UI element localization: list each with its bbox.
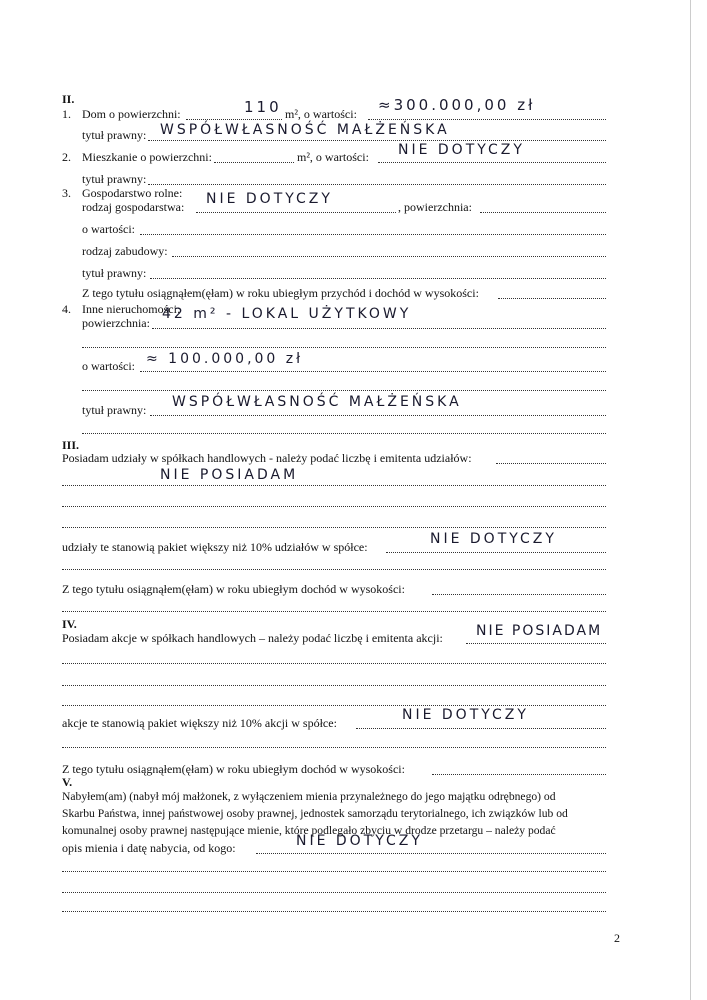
house-value-label: m², o wartości: xyxy=(285,107,357,121)
stocks-packet-dots-2 xyxy=(62,746,606,748)
farm-area-label: , powierzchnia: xyxy=(398,200,472,214)
scan-edge-mark xyxy=(690,0,691,1000)
item-2-number: 2. xyxy=(62,150,71,164)
house-area-label: Dom o powierzchni: xyxy=(82,107,181,121)
other-property-label: Inne nieruchomości: xyxy=(82,302,181,316)
section-3-heading: III. xyxy=(62,438,80,452)
farm-type-value: NIE DOTYCZY xyxy=(206,191,333,207)
shares-packet-value: NIE DOTYCZY xyxy=(430,531,557,547)
flat-title-label: tytuł prawny: xyxy=(82,172,147,186)
shares-dots-3 xyxy=(62,505,606,507)
stocks-dots-2 xyxy=(62,662,606,664)
house-title-value: WSPÓŁWŁASNOŚĆ MAŁŻEŃSKA xyxy=(160,122,450,138)
flat-area-dots xyxy=(214,161,294,163)
stocks-packet-dots xyxy=(356,727,606,729)
other-value: ≈ 100.000,00 zł xyxy=(146,351,304,367)
flat-area-label: Mieszkanie o powierzchni: xyxy=(82,150,212,164)
item-3-number: 3. xyxy=(62,186,71,200)
other-title-label: tytuł prawny: xyxy=(82,403,147,417)
stocks-packet-label: akcje te stanowią pakiet większy niż 10% akcji w spółce: xyxy=(62,716,337,730)
section-2-heading: II. xyxy=(62,92,75,106)
section-5-heading: V. xyxy=(62,775,73,789)
farm-income-label: Z tego tytułu osiągnąłem(ęłam) w roku ubiegłym przychód i dochód w wysokości: xyxy=(82,286,479,300)
shares-income-label: Z tego tytułu osiągnąłem(ęłam) w roku ubiegłym dochód w wysokości: xyxy=(62,582,405,596)
other-value-label: o wartości: xyxy=(82,359,135,373)
acquisition-line-1: Nabyłem(am) (nabył mój małżonek, z wyłączeniem mienia przynależnego do jego majątku odrębnego) od xyxy=(62,790,556,803)
acquisition-dots-2 xyxy=(62,870,606,872)
acquisition-answer: NIE DOTYCZY xyxy=(296,833,423,849)
shares-dots xyxy=(496,462,606,464)
shares-dots-2 xyxy=(62,484,606,486)
farm-area-dots xyxy=(480,211,606,213)
shares-packet-dots-2 xyxy=(62,568,606,570)
shares-income-dots-2 xyxy=(62,610,606,612)
shares-income-dots xyxy=(432,593,606,595)
farm-buildings-label: rodzaj zabudowy: xyxy=(82,244,168,258)
other-area-label: powierzchnia: xyxy=(82,316,150,330)
acquisition-dots xyxy=(256,852,606,854)
flat-title-dots xyxy=(148,183,606,185)
farm-income-dots xyxy=(498,297,606,299)
farm-type-dots xyxy=(196,211,396,213)
house-title-label: tytuł prawny: xyxy=(82,128,147,142)
shares-packet-dots xyxy=(386,551,606,553)
other-title-dots-2 xyxy=(82,432,606,434)
stocks-value: NIE POSIADAM xyxy=(476,623,603,639)
farm-label: Gospodarstwo rolne: xyxy=(82,186,183,200)
stocks-dots-3 xyxy=(62,684,606,686)
stocks-packet-value: NIE DOTYCZY xyxy=(402,707,529,723)
farm-value-dots xyxy=(140,233,606,235)
page-number: 2 xyxy=(614,931,620,945)
other-title-value: WSPÓŁWŁASNOŚĆ MAŁŻEŃSKA xyxy=(172,394,462,410)
stocks-income-dots xyxy=(432,773,606,775)
house-area-dots xyxy=(186,118,282,120)
acquisition-line-3: komunalnej osoby prawnej następujące mienie, które podlegało zbyciu w drodze przetargu – należy podać xyxy=(62,824,556,837)
flat-value-dots xyxy=(378,161,606,163)
farm-buildings-dots xyxy=(172,255,606,257)
house-area-value: 110 xyxy=(244,98,282,116)
house-value-dots xyxy=(368,118,606,120)
shares-packet-label: udziały te stanowią pakiet większy niż 10% udziałów w spółce: xyxy=(62,540,368,554)
other-area-dots xyxy=(152,327,606,329)
shares-dots-4 xyxy=(62,526,606,528)
item-4-number: 4. xyxy=(62,302,71,316)
stocks-dots xyxy=(466,642,606,644)
shares-label: Posiadam udziały w spółkach handlowych - należy podać liczbę i emitenta udziałów: xyxy=(62,451,472,465)
house-title-dots xyxy=(148,139,606,141)
acquisition-line-4: opis mienia i datę nabycia, od kogo: xyxy=(62,841,236,855)
farm-title-label: tytuł prawny: xyxy=(82,266,147,280)
other-area-dots-2 xyxy=(82,346,606,348)
farm-type-label: rodzaj gospodarstwa: xyxy=(82,200,185,214)
acquisition-line-2: Skarbu Państwa, innej państwowej osoby prawnej, jednostek samorządu terytorialnego, ich związków lub od xyxy=(62,807,568,820)
flat-value: NIE DOTYCZY xyxy=(398,142,525,158)
farm-title-dots xyxy=(150,277,606,279)
house-value: ≈300.000,00 zł xyxy=(378,96,536,114)
acquisition-dots-4 xyxy=(62,910,606,912)
other-value-dots xyxy=(140,370,606,372)
other-area-value: 42 m² - LOKAL UŻYTKOWY xyxy=(162,306,412,322)
acquisition-dots-3 xyxy=(62,891,606,893)
other-value-dots-2 xyxy=(82,389,606,391)
shares-value: NIE POSIADAM xyxy=(160,467,299,483)
other-title-dots xyxy=(150,414,606,416)
stocks-label: Posiadam akcje w spółkach handlowych – należy podać liczbę i emitenta akcji: xyxy=(62,631,443,645)
item-1-number: 1. xyxy=(62,107,71,121)
section-4-heading: IV. xyxy=(62,617,77,631)
stocks-income-label: Z tego tytułu osiągnąłem(ęłam) w roku ubiegłym dochód w wysokości: xyxy=(62,762,405,776)
farm-value-label: o wartości: xyxy=(82,222,135,236)
flat-value-label: m², o wartości: xyxy=(297,150,369,164)
